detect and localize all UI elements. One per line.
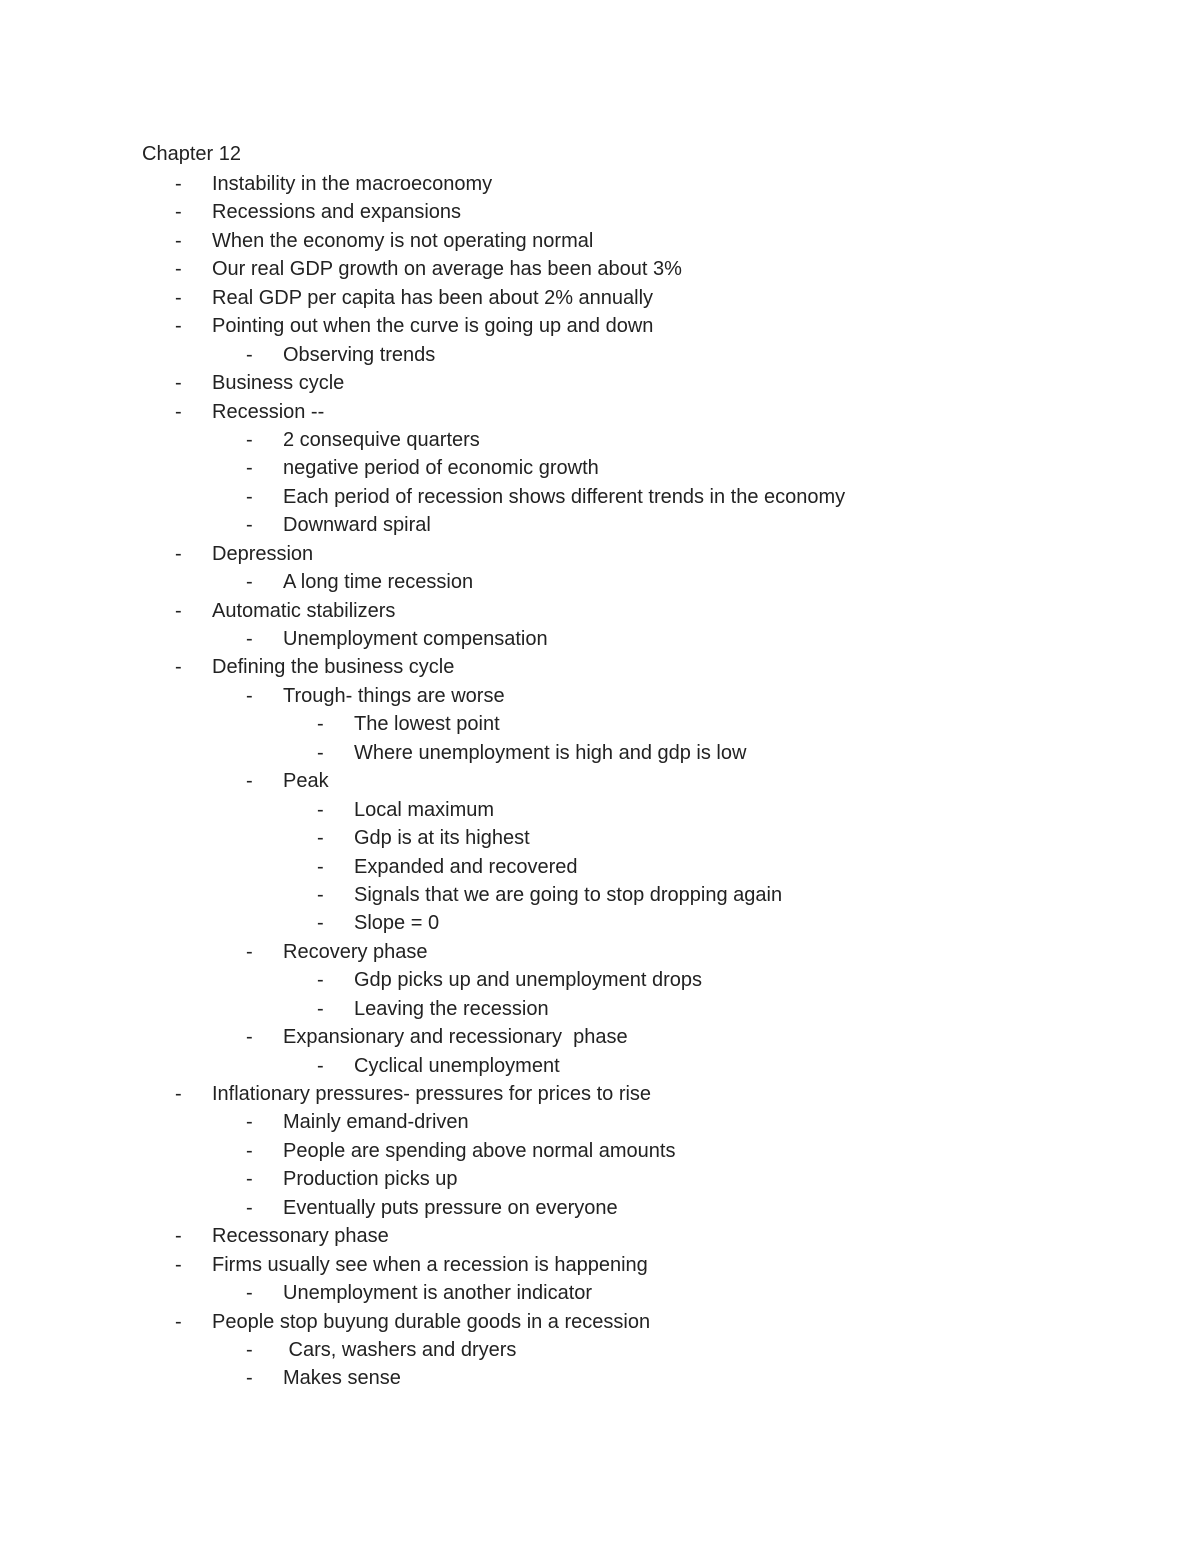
outline-item-level-1 xyxy=(0,682,1200,710)
outline-item-text: People are spending above normal amounts xyxy=(283,1139,676,1162)
bullet-dash: - xyxy=(317,969,324,992)
outline-item-level-2 xyxy=(0,995,1200,1023)
outline-item-text: Recessions and expansions xyxy=(212,201,462,224)
outline-item-text: Signals that we are going to stop dropping again xyxy=(354,883,783,906)
outline-item-level-0 xyxy=(0,255,1200,283)
outline-item-text: Downward spiral xyxy=(283,514,431,537)
outline-item-text: Unemployment is another indicator xyxy=(283,1282,593,1305)
outline-item-level-0 xyxy=(0,653,1200,681)
bullet-dash: - xyxy=(175,258,182,281)
outline-item-text: Leaving the recession xyxy=(354,997,549,1020)
outline-item-level-1 xyxy=(0,426,1200,454)
outline-item-text: Peak xyxy=(283,770,329,793)
bullet-dash: - xyxy=(317,997,324,1020)
outline-item-level-1 xyxy=(0,1336,1200,1364)
bullet-outline xyxy=(0,170,1200,1393)
bullet-dash: - xyxy=(175,400,182,423)
outline-item-level-2 xyxy=(0,909,1200,937)
outline-item-level-0 xyxy=(0,1251,1200,1279)
bullet-dash: - xyxy=(317,713,324,736)
outline-item-text: When the economy is not operating normal xyxy=(212,229,594,252)
outline-item-text: The lowest point xyxy=(354,713,500,736)
outline-item-level-2 xyxy=(0,796,1200,824)
bullet-dash: - xyxy=(317,798,324,821)
bullet-dash: - xyxy=(317,912,324,935)
outline-item-text: Local maximum xyxy=(354,798,495,821)
outline-item-text: negative period of economic growth xyxy=(283,457,599,480)
bullet-dash: - xyxy=(175,315,182,338)
bullet-dash: - xyxy=(246,457,253,480)
bullet-dash: - xyxy=(246,1026,253,1049)
outline-item-text: Recessonary phase xyxy=(212,1225,389,1248)
bullet-dash: - xyxy=(175,372,182,395)
bullet-dash: - xyxy=(246,343,253,366)
bullet-dash: - xyxy=(246,485,253,508)
outline-item-level-0 xyxy=(0,284,1200,312)
bullet-dash: - xyxy=(246,571,253,594)
outline-item-level-2 xyxy=(0,710,1200,738)
outline-item-level-1 xyxy=(0,511,1200,539)
outline-item-level-1 xyxy=(0,483,1200,511)
outline-item-text: Cars, washers and dryers xyxy=(283,1338,517,1361)
outline-item-level-1 xyxy=(0,767,1200,795)
outline-item-text: Defining the business cycle xyxy=(212,656,455,679)
outline-item-level-2 xyxy=(0,739,1200,767)
bullet-dash: - xyxy=(175,1310,182,1333)
outline-item-text: Slope = 0 xyxy=(354,912,440,935)
outline-item-level-1 xyxy=(0,1165,1200,1193)
bullet-dash: - xyxy=(317,883,324,906)
bullet-dash: - xyxy=(175,229,182,252)
outline-item-level-2 xyxy=(0,853,1200,881)
bullet-dash: - xyxy=(246,684,253,707)
bullet-dash: - xyxy=(246,514,253,537)
bullet-dash: - xyxy=(246,940,253,963)
outline-item-level-1 xyxy=(0,1137,1200,1165)
outline-item-level-0 xyxy=(0,1080,1200,1108)
bullet-dash: - xyxy=(246,428,253,451)
outline-item-text: Inflationary pressures- pressures for prices to rise xyxy=(212,1083,652,1105)
outline-item-text: Depression xyxy=(212,542,314,565)
outline-item-text: Gdp picks up and unemployment drops xyxy=(354,969,702,992)
outline-item-level-0 xyxy=(0,227,1200,255)
bullet-dash: - xyxy=(317,1054,324,1077)
outline-item-level-0 xyxy=(0,369,1200,397)
outline-item-level-2 xyxy=(0,966,1200,994)
document-title: Chapter 12 xyxy=(142,143,241,165)
outline-item-level-1 xyxy=(0,1108,1200,1136)
outline-item-text: A long time recession xyxy=(283,571,474,594)
outline-item-level-2 xyxy=(0,881,1200,909)
outline-item-level-2 xyxy=(0,824,1200,852)
outline-item-text: Expansionary and recessionary phase xyxy=(283,1026,628,1049)
bullet-dash: - xyxy=(175,656,182,679)
outline-item-text: Unemployment compensation xyxy=(283,628,548,650)
outline-item-text: Automatic stabilizers xyxy=(212,599,396,622)
outline-item-level-1 xyxy=(0,1023,1200,1051)
outline-item-text: People stop buyung durable goods in a recession xyxy=(212,1310,651,1333)
outline-item-text: Instability in the macroeconomy xyxy=(212,173,493,195)
outline-item-level-0 xyxy=(0,398,1200,426)
outline-item-level-2 xyxy=(0,1052,1200,1080)
bullet-dash: - xyxy=(246,1168,253,1191)
outline-item-text: Production picks up xyxy=(283,1168,458,1191)
outline-item-text: Pointing out when the curve is going up and down xyxy=(212,315,654,338)
bullet-dash: - xyxy=(246,1111,253,1134)
outline-item-text: Our real GDP growth on average has been about 3% xyxy=(212,258,682,281)
bullet-dash: - xyxy=(246,628,253,650)
outline-item-text: Recession -- xyxy=(212,400,325,423)
bullet-dash: - xyxy=(175,1225,182,1248)
bullet-dash: - xyxy=(175,1083,182,1105)
outline-item-text: Mainly emand-driven xyxy=(283,1111,469,1134)
outline-item-level-0 xyxy=(0,1308,1200,1336)
bullet-dash: - xyxy=(175,286,182,309)
outline-item-level-1 xyxy=(0,568,1200,596)
bullet-dash: - xyxy=(175,201,182,224)
outline-item-level-1 xyxy=(0,1194,1200,1222)
bullet-dash: - xyxy=(175,1253,182,1276)
bullet-dash: - xyxy=(175,542,182,565)
bullet-dash: - xyxy=(246,1367,253,1390)
outline-item-level-0 xyxy=(0,1222,1200,1250)
bullet-dash: - xyxy=(246,1196,253,1219)
outline-item-text: Recovery phase xyxy=(283,940,428,963)
bullet-dash: - xyxy=(317,741,324,764)
outline-item-level-0 xyxy=(0,170,1200,198)
outline-item-level-1 xyxy=(0,1364,1200,1392)
outline-item-text: Where unemployment is high and gdp is low xyxy=(354,741,747,764)
bullet-dash: - xyxy=(246,1338,253,1361)
outline-item-text: Cyclical unemployment xyxy=(354,1054,560,1077)
outline-item-level-0 xyxy=(0,198,1200,226)
outline-item-level-1 xyxy=(0,938,1200,966)
outline-item-level-0 xyxy=(0,540,1200,568)
bullet-dash: - xyxy=(175,599,182,622)
outline-item-level-0 xyxy=(0,597,1200,625)
outline-item-text: Makes sense xyxy=(283,1367,401,1390)
outline-item-text: Real GDP per capita has been about 2% annually xyxy=(212,286,654,309)
outline-item-level-0 xyxy=(0,312,1200,340)
outline-item-text: Each period of recession shows different trends in the economy xyxy=(283,485,846,508)
outline-item-text: Gdp is at its highest xyxy=(354,827,530,850)
bullet-dash: - xyxy=(175,173,182,195)
outline-item-level-1 xyxy=(0,454,1200,482)
outline-item-text: 2 consequive quarters xyxy=(283,428,480,451)
outline-item-level-1 xyxy=(0,1279,1200,1307)
outline-item-text: Trough- things are worse xyxy=(283,684,505,707)
outline-item-text: Observing trends xyxy=(283,343,436,366)
outline-item-level-1 xyxy=(0,625,1200,653)
outline-item-text: Eventually puts pressure on everyone xyxy=(283,1196,618,1219)
bullet-dash: - xyxy=(317,827,324,850)
outline-item-text: Firms usually see when a recession is happening xyxy=(212,1253,648,1276)
outline-item-level-1 xyxy=(0,341,1200,369)
outline-item-text: Expanded and recovered xyxy=(354,855,578,878)
bullet-dash: - xyxy=(246,1282,253,1305)
bullet-dash: - xyxy=(246,770,253,793)
bullet-dash: - xyxy=(317,855,324,878)
outline-item-text: Business cycle xyxy=(212,372,345,395)
bullet-dash: - xyxy=(246,1139,253,1162)
